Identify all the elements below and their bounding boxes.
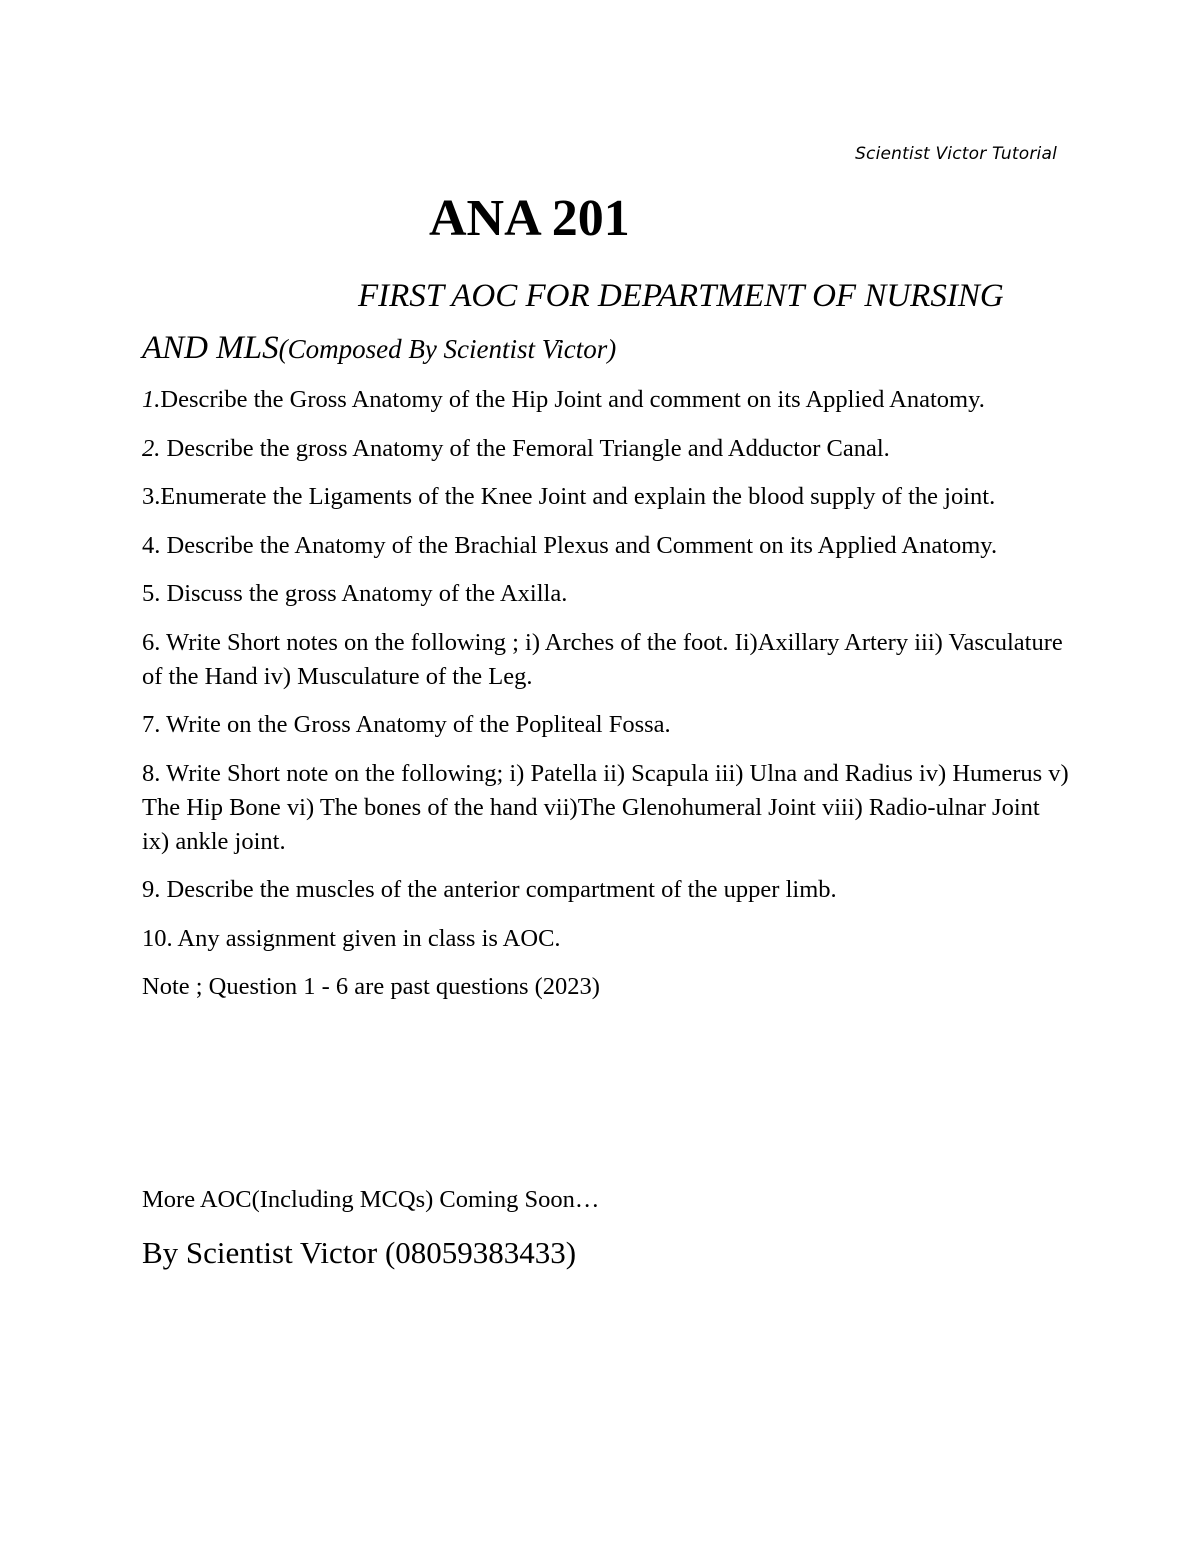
question-text: Any assignment given in class is AOC. <box>172 924 561 952</box>
question-list <box>142 383 1072 1004</box>
question-text: Describe the muscles of the anterior compartment of the upper limb. <box>160 876 837 903</box>
question-text: Enumerate the Ligaments of the Knee Joint and explain the blood supply of the joint. <box>160 483 996 510</box>
question-item <box>142 626 1072 694</box>
question-item <box>142 577 1072 611</box>
question-text: Write Short note on the following; i) Patella ii) Scapula iii) Ulna and Radius iv) Humerus v) The Hip Bone vi) The bones of the hand vii)The Glenohumeral Joint viii) Radio-ulnar Joint ix) ankle joint. <box>142 759 1069 855</box>
question-number: 3. <box>142 483 161 510</box>
question-text: Describe the gross Anatomy of the Femoral Triangle and Adductor Canal. <box>160 434 890 462</box>
document-subtitle <box>142 270 1072 375</box>
question-number: 8. <box>142 759 161 787</box>
question-item <box>142 529 1072 563</box>
question-item <box>142 480 1072 514</box>
question-number: 5. <box>142 580 161 607</box>
question-number: 4. <box>142 531 161 559</box>
question-number: 6. <box>142 628 161 656</box>
question-text: Discuss the gross Anatomy of the Axilla. <box>160 580 568 607</box>
question-text: Describe the Gross Anatomy of the Hip Joint and comment on its Applied Anatomy. <box>160 386 985 413</box>
question-item <box>142 383 1072 417</box>
subtitle-credit: (Composed By Scientist Victor) <box>278 334 617 364</box>
question-item <box>142 708 1072 742</box>
subtitle-main: FIRST AOC FOR DEPARTMENT OF NURSING AND MLS <box>142 278 1004 366</box>
header-tag: Scientist Victor Tutorial <box>855 144 1057 164</box>
question-item <box>142 757 1072 859</box>
course-code-title: ANA 201 <box>429 190 630 247</box>
question-number: 2. <box>142 434 161 462</box>
question-text: Write Short notes on the following ; i) Arches of the foot. Ii)Axillary Artery iii) Vasculature of the Hand iv) Musculature of the Leg. <box>142 628 1063 690</box>
author-byline: By Scientist Victor (08059383433) <box>142 1235 577 1270</box>
question-number: 1. <box>142 386 161 413</box>
question-item <box>142 922 1072 956</box>
coming-soon-line: More AOC(Including MCQs) Coming Soon… <box>142 1186 600 1213</box>
question-text: Describe the Anatomy of the Brachial Plexus and Comment on its Applied Anatomy. <box>160 531 998 559</box>
question-text: Write on the Gross Anatomy of the Popliteal Fossa. <box>160 711 671 738</box>
question-number: 10. <box>142 924 173 952</box>
past-questions-note: Note ; Question 1 - 6 are past questions (2023) <box>142 973 600 1000</box>
question-number: 9. <box>142 876 161 903</box>
question-item <box>142 432 1072 466</box>
question-item <box>142 873 1072 907</box>
question-number: 7. <box>142 711 161 738</box>
